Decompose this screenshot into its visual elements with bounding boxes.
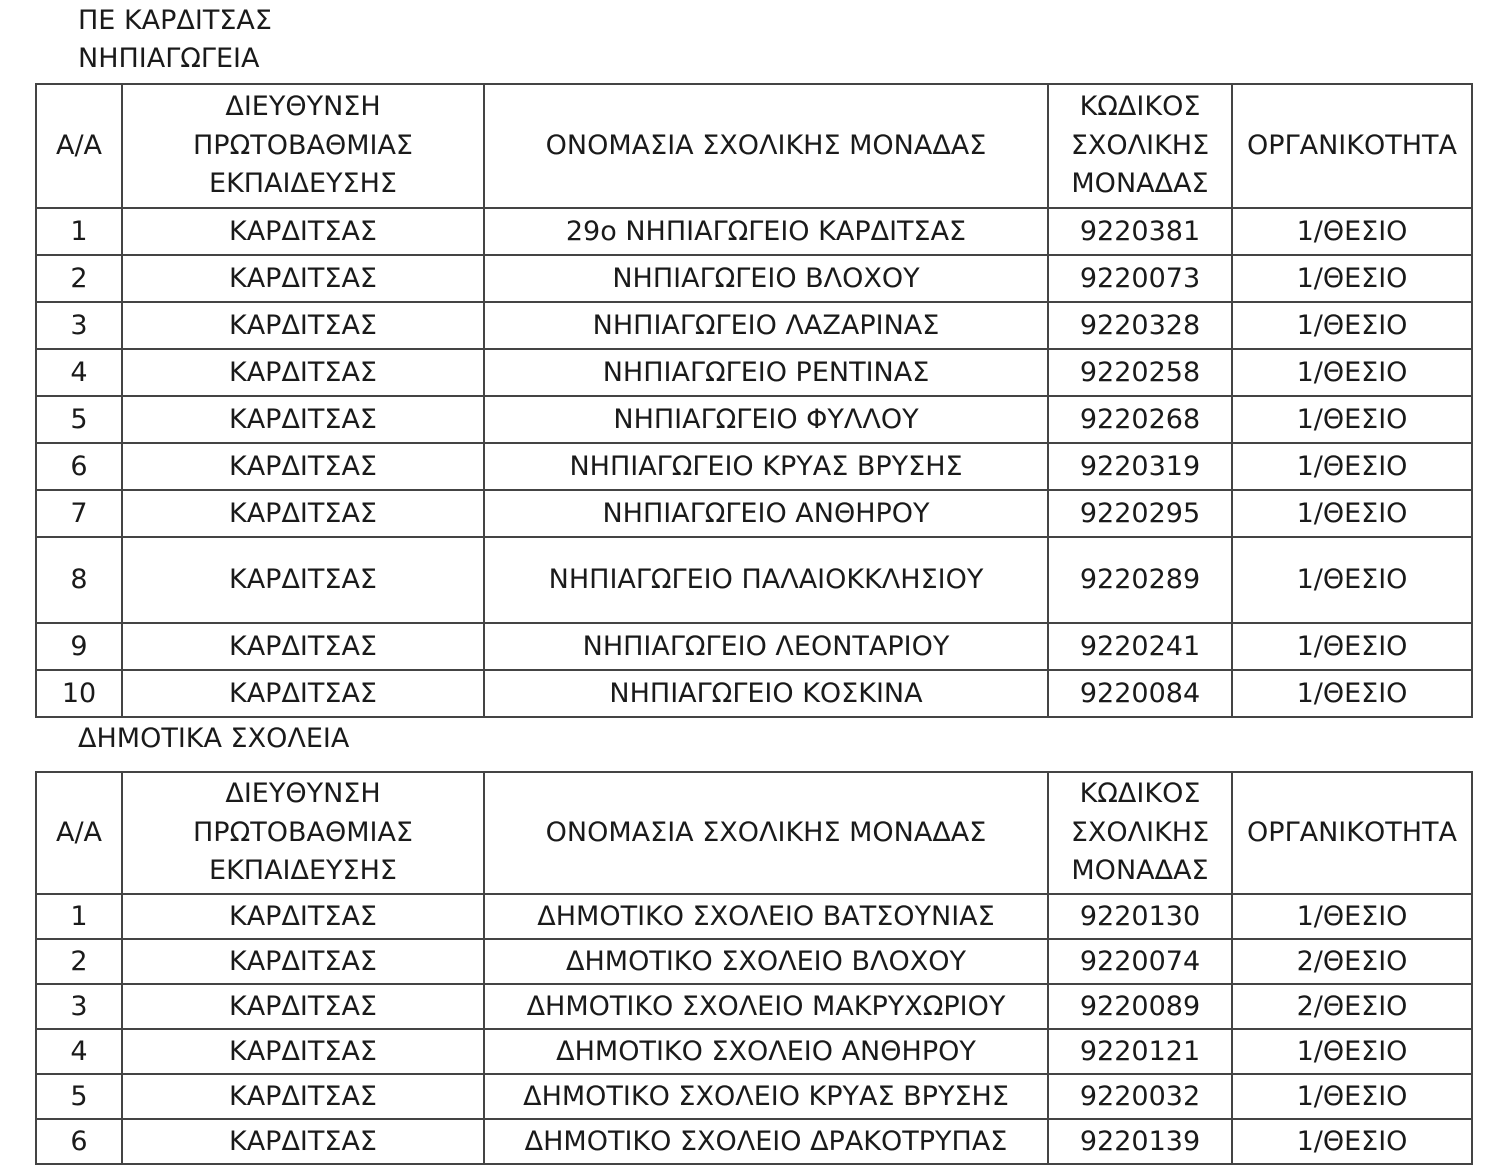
table-row	[36, 984, 1472, 1029]
cell-school-code: 9220319	[1048, 443, 1232, 490]
cell-organization: 1/ΘΕΣΙΟ	[1232, 255, 1472, 302]
cell-organization: 1/ΘΕΣΙΟ	[1232, 302, 1472, 349]
table-row	[36, 396, 1472, 443]
cell-aa: 4	[36, 349, 122, 396]
table-row	[36, 255, 1472, 302]
cell-organization: 1/ΘΕΣΙΟ	[1232, 1029, 1472, 1074]
column-header-directorate-line: ΠΡΩΤΟΒΑΘΜΙΑΣ	[193, 816, 413, 848]
table-row	[36, 939, 1472, 984]
cell-school-name: ΝΗΠΙΑΓΩΓΕΙΟ ΑΝΘΗΡΟΥ	[484, 490, 1048, 537]
column-header-directorate-line: ΠΡΩΤΟΒΑΘΜΙΑΣ	[193, 129, 413, 161]
cell-school-code: 9220268	[1048, 396, 1232, 443]
cell-school-code: 9220121	[1048, 1029, 1232, 1074]
column-header-directorate-line: ΔΙΕΥΘΥΝΣΗ	[225, 778, 381, 810]
cell-aa: 2	[36, 255, 122, 302]
cell-directorate: ΚΑΡΔΙΤΣΑΣ	[122, 443, 484, 490]
cell-directorate: ΚΑΡΔΙΤΣΑΣ	[122, 623, 484, 670]
kindergartens-heading: ΝΗΠΙΑΓΩΓΕΙΑ	[78, 43, 260, 74]
column-header-directorate-line: ΔΙΕΥΘΥΝΣΗ	[225, 91, 381, 123]
cell-aa: 3	[36, 302, 122, 349]
cell-school-code: 9220084	[1048, 670, 1232, 717]
column-header-school-code-line: ΚΩΔΙΚΟΣ	[1079, 778, 1201, 810]
column-header-school-code-line: ΜΟΝΑΔΑΣ	[1071, 855, 1209, 887]
cell-school-name: ΔΗΜΟΤΙΚΟ ΣΧΟΛΕΙΟ ΒΛΟΧΟΥ	[484, 939, 1048, 984]
column-header-directorate	[122, 772, 484, 894]
cell-directorate: ΚΑΡΔΙΤΣΑΣ	[122, 537, 484, 623]
column-header-school-name: ΟΝΟΜΑΣΙΑ ΣΧΟΛΙΚΗΣ ΜΟΝΑΔΑΣ	[484, 772, 1048, 894]
column-header-directorate-line: ΕΚΠΑΙΔΕΥΣΗΣ	[209, 855, 397, 887]
cell-school-code: 9220289	[1048, 537, 1232, 623]
table-row	[36, 670, 1472, 717]
cell-directorate: ΚΑΡΔΙΤΣΑΣ	[122, 894, 484, 939]
table-row	[36, 208, 1472, 255]
cell-organization: 2/ΘΕΣΙΟ	[1232, 939, 1472, 984]
cell-organization: 2/ΘΕΣΙΟ	[1232, 984, 1472, 1029]
cell-school-name: ΔΗΜΟΤΙΚΟ ΣΧΟΛΕΙΟ ΔΡΑΚΟΤΡΥΠΑΣ	[484, 1119, 1048, 1164]
table-row	[36, 537, 1472, 623]
primary-schools-table	[35, 771, 1473, 1165]
column-header-organization: ΟΡΓΑΝΙΚΟΤΗΤΑ	[1232, 84, 1472, 208]
cell-school-name: ΝΗΠΙΑΓΩΓΕΙΟ ΡΕΝΤΙΝΑΣ	[484, 349, 1048, 396]
kindergartens-table	[35, 83, 1473, 718]
cell-school-code: 9220241	[1048, 623, 1232, 670]
cell-school-code: 9220073	[1048, 255, 1232, 302]
cell-school-code: 9220032	[1048, 1074, 1232, 1119]
table-row	[36, 894, 1472, 939]
cell-organization: 1/ΘΕΣΙΟ	[1232, 537, 1472, 623]
column-header-directorate-line: ΕΚΠΑΙΔΕΥΣΗΣ	[209, 168, 397, 200]
column-header-school-code-line: ΜΟΝΑΔΑΣ	[1071, 168, 1209, 200]
cell-directorate: ΚΑΡΔΙΤΣΑΣ	[122, 670, 484, 717]
cell-school-name: 29ο ΝΗΠΙΑΓΩΓΕΙΟ ΚΑΡΔΙΤΣΑΣ	[484, 208, 1048, 255]
column-header-school-code	[1048, 772, 1232, 894]
column-header-aa: Α/Α	[36, 84, 122, 208]
cell-directorate: ΚΑΡΔΙΤΣΑΣ	[122, 984, 484, 1029]
cell-school-name: ΝΗΠΙΑΓΩΓΕΙΟ ΠΑΛΑΙΟΚΚΛΗΣΙΟΥ	[484, 537, 1048, 623]
cell-school-code: 9220381	[1048, 208, 1232, 255]
cell-school-name: ΝΗΠΙΑΓΩΓΕΙΟ ΛΕΟΝΤΑΡΙΟΥ	[484, 623, 1048, 670]
cell-aa: 5	[36, 396, 122, 443]
cell-school-name: ΔΗΜΟΤΙΚΟ ΣΧΟΛΕΙΟ ΒΑΤΣΟΥΝΙΑΣ	[484, 894, 1048, 939]
primary-schools-heading: ΔΗΜΟΤΙΚΑ ΣΧΟΛΕΙΑ	[78, 723, 350, 754]
table-row	[36, 623, 1472, 670]
column-header-school-name: ΟΝΟΜΑΣΙΑ ΣΧΟΛΙΚΗΣ ΜΟΝΑΔΑΣ	[484, 84, 1048, 208]
cell-organization: 1/ΘΕΣΙΟ	[1232, 1119, 1472, 1164]
cell-school-code: 9220139	[1048, 1119, 1232, 1164]
cell-directorate: ΚΑΡΔΙΤΣΑΣ	[122, 396, 484, 443]
table-row	[36, 1029, 1472, 1074]
cell-aa: 6	[36, 443, 122, 490]
cell-aa: 3	[36, 984, 122, 1029]
cell-school-code: 9220074	[1048, 939, 1232, 984]
cell-school-code: 9220295	[1048, 490, 1232, 537]
cell-organization: 1/ΘΕΣΙΟ	[1232, 1074, 1472, 1119]
cell-organization: 1/ΘΕΣΙΟ	[1232, 349, 1472, 396]
cell-directorate: ΚΑΡΔΙΤΣΑΣ	[122, 1074, 484, 1119]
column-header-school-code-line: ΚΩΔΙΚΟΣ	[1079, 91, 1201, 123]
cell-directorate: ΚΑΡΔΙΤΣΑΣ	[122, 349, 484, 396]
cell-school-name: ΔΗΜΟΤΙΚΟ ΣΧΟΛΕΙΟ ΚΡΥΑΣ ΒΡΥΣΗΣ	[484, 1074, 1048, 1119]
column-header-organization: ΟΡΓΑΝΙΚΟΤΗΤΑ	[1232, 772, 1472, 894]
cell-directorate: ΚΑΡΔΙΤΣΑΣ	[122, 1029, 484, 1074]
cell-school-name: ΝΗΠΙΑΓΩΓΕΙΟ ΦΥΛΛΟΥ	[484, 396, 1048, 443]
cell-aa: 2	[36, 939, 122, 984]
cell-school-name: ΝΗΠΙΑΓΩΓΕΙΟ ΚΡΥΑΣ ΒΡΥΣΗΣ	[484, 443, 1048, 490]
cell-directorate: ΚΑΡΔΙΤΣΑΣ	[122, 1119, 484, 1164]
cell-organization: 1/ΘΕΣΙΟ	[1232, 623, 1472, 670]
cell-school-name: ΝΗΠΙΑΓΩΓΕΙΟ ΚΟΣΚΙΝΑ	[484, 670, 1048, 717]
cell-organization: 1/ΘΕΣΙΟ	[1232, 490, 1472, 537]
cell-school-code: 9220258	[1048, 349, 1232, 396]
cell-school-code: 9220328	[1048, 302, 1232, 349]
column-header-school-code-line: ΣΧΟΛΙΚΗΣ	[1070, 129, 1210, 161]
cell-aa: 7	[36, 490, 122, 537]
cell-organization: 1/ΘΕΣΙΟ	[1232, 670, 1472, 717]
column-header-school-code	[1048, 84, 1232, 208]
column-header-directorate	[122, 84, 484, 208]
cell-school-code: 9220089	[1048, 984, 1232, 1029]
table-header-row	[36, 84, 1472, 208]
region-heading: ΠΕ ΚΑΡΔΙΤΣΑΣ	[78, 5, 272, 36]
table-row	[36, 302, 1472, 349]
table-row	[36, 1074, 1472, 1119]
cell-directorate: ΚΑΡΔΙΤΣΑΣ	[122, 302, 484, 349]
cell-school-code: 9220130	[1048, 894, 1232, 939]
column-header-school-code-line: ΣΧΟΛΙΚΗΣ	[1070, 816, 1210, 848]
cell-directorate: ΚΑΡΔΙΤΣΑΣ	[122, 255, 484, 302]
cell-directorate: ΚΑΡΔΙΤΣΑΣ	[122, 939, 484, 984]
column-header-aa: Α/Α	[36, 772, 122, 894]
cell-aa: 9	[36, 623, 122, 670]
cell-school-name: ΔΗΜΟΤΙΚΟ ΣΧΟΛΕΙΟ ΑΝΘΗΡΟΥ	[484, 1029, 1048, 1074]
cell-school-name: ΔΗΜΟΤΙΚΟ ΣΧΟΛΕΙΟ ΜΑΚΡΥΧΩΡΙΟΥ	[484, 984, 1048, 1029]
table-row	[36, 1119, 1472, 1164]
cell-directorate: ΚΑΡΔΙΤΣΑΣ	[122, 208, 484, 255]
table-row	[36, 490, 1472, 537]
cell-aa: 10	[36, 670, 122, 717]
cell-organization: 1/ΘΕΣΙΟ	[1232, 894, 1472, 939]
cell-aa: 1	[36, 894, 122, 939]
cell-organization: 1/ΘΕΣΙΟ	[1232, 443, 1472, 490]
cell-school-name: ΝΗΠΙΑΓΩΓΕΙΟ ΒΛΟΧΟΥ	[484, 255, 1048, 302]
table-row	[36, 349, 1472, 396]
table-header-row	[36, 772, 1472, 894]
cell-aa: 5	[36, 1074, 122, 1119]
cell-aa: 4	[36, 1029, 122, 1074]
cell-organization: 1/ΘΕΣΙΟ	[1232, 208, 1472, 255]
cell-directorate: ΚΑΡΔΙΤΣΑΣ	[122, 490, 484, 537]
cell-aa: 8	[36, 537, 122, 623]
cell-aa: 6	[36, 1119, 122, 1164]
cell-organization: 1/ΘΕΣΙΟ	[1232, 396, 1472, 443]
table-row	[36, 443, 1472, 490]
cell-school-name: ΝΗΠΙΑΓΩΓΕΙΟ ΛΑΖΑΡΙΝΑΣ	[484, 302, 1048, 349]
cell-aa: 1	[36, 208, 122, 255]
